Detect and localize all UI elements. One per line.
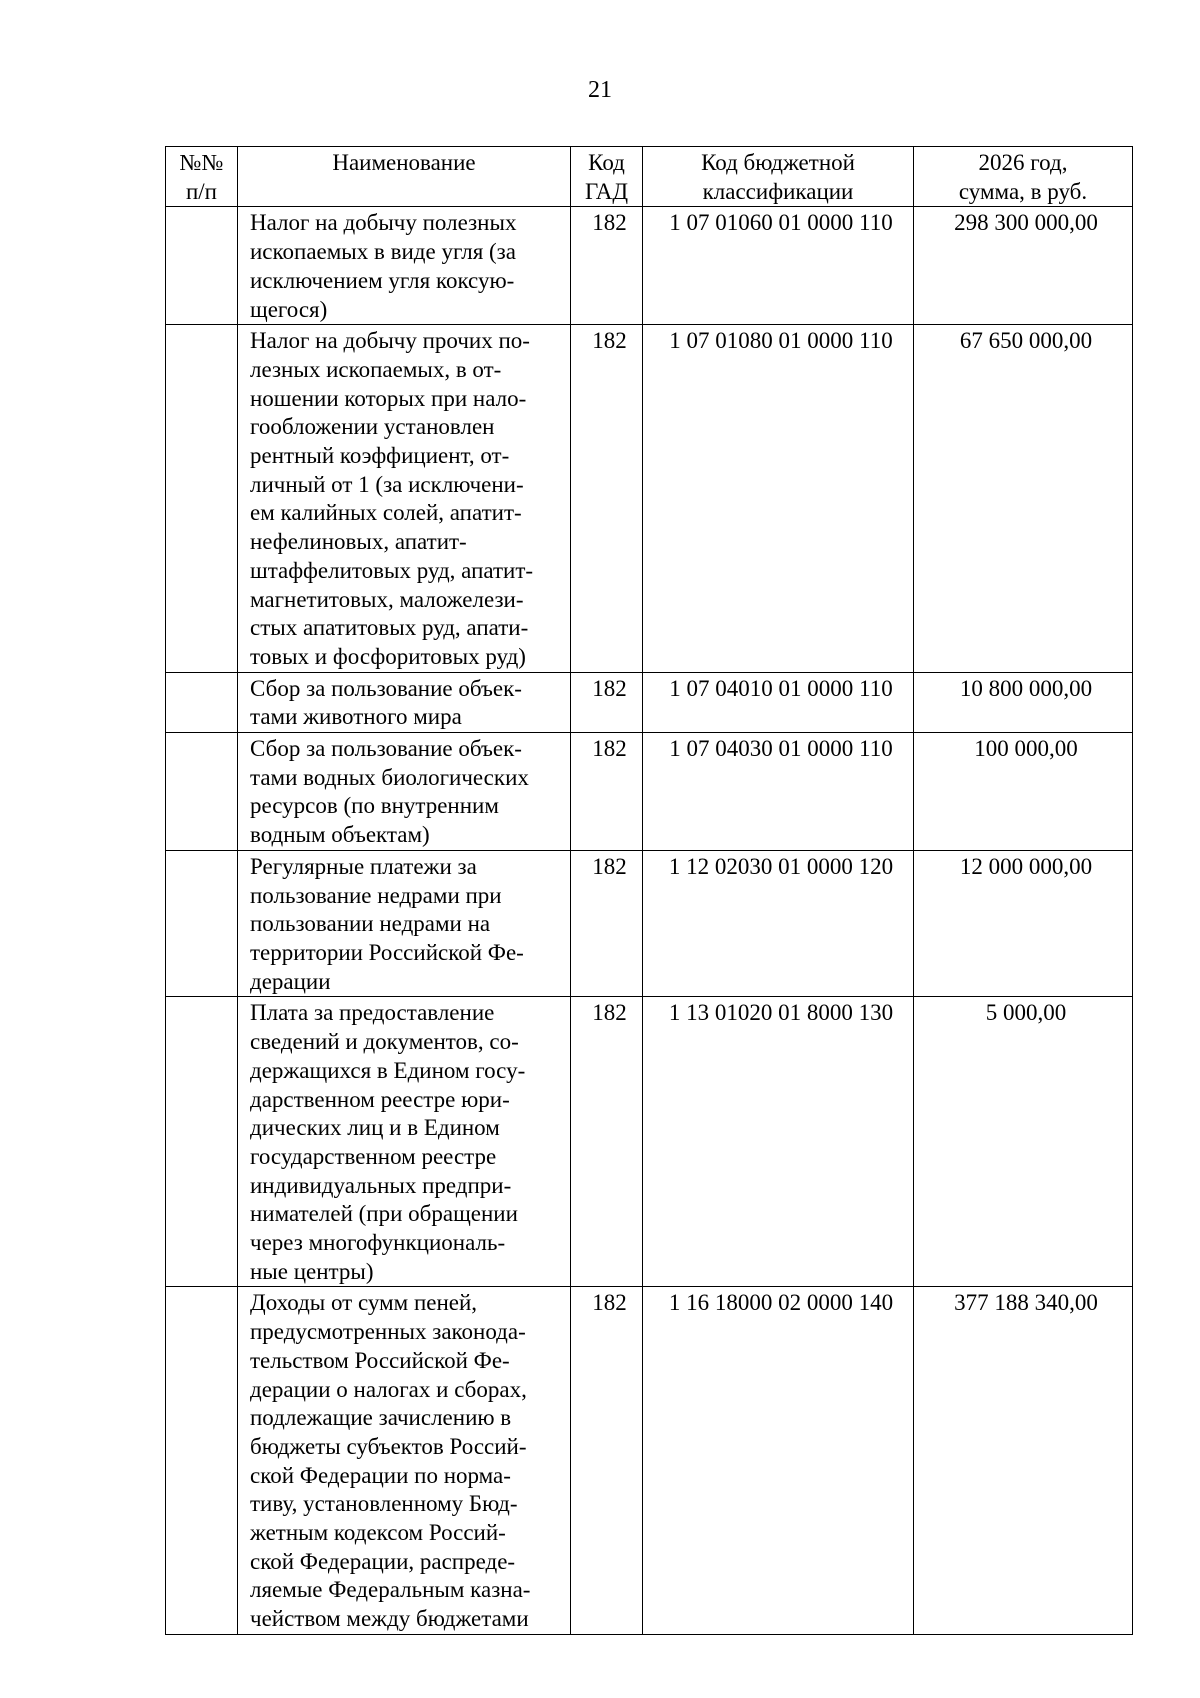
name-line: исключением угля коксую-	[250, 267, 515, 293]
gad-code-cell: 182	[571, 1287, 643, 1634]
header-amount-line-2: сумма, в руб.	[958, 178, 1088, 204]
name-line: ресурсов (по внутренним	[250, 793, 499, 819]
header-gad-code-line-1: Код	[588, 150, 625, 175]
name-line: государственном реестре	[250, 1143, 497, 1169]
name-cell	[238, 207, 571, 325]
name-line: тами животного мира	[250, 704, 462, 730]
name-cell	[238, 672, 571, 732]
gad-code-cell: 182	[571, 850, 643, 997]
gad-code-cell: 182	[571, 672, 643, 732]
name-line: тельством Российской Фе-	[250, 1347, 510, 1373]
budget-classification-code-cell: 1 13 01020 01 8000 130	[643, 997, 914, 1287]
header-kbk-line-2: классификации	[702, 178, 854, 204]
name-line: дерации	[250, 968, 331, 994]
name-cell	[238, 325, 571, 672]
name-line: держащихся в Едином госу-	[250, 1057, 526, 1083]
name-line: подлежащие зачислению в	[250, 1405, 512, 1431]
table-row	[166, 672, 1133, 732]
name-line: рентный коэффициент, от-	[250, 443, 510, 469]
header-name-label: Наименование	[332, 150, 476, 175]
budget-classification-code-cell: 1 16 18000 02 0000 140	[643, 1287, 914, 1634]
name-cell	[238, 850, 571, 997]
name-line: ношении которых при нало-	[250, 385, 527, 411]
table-row	[166, 1287, 1133, 1634]
name-line: тиву, установленному Бюд-	[250, 1491, 518, 1517]
name-line: Сбор за пользование объек-	[250, 736, 522, 762]
page-number: 21	[588, 77, 612, 103]
budget-classification-code-cell: 1 07 04010 01 0000 110	[643, 672, 914, 732]
name-line: штаффелитовых руд, апатит-	[250, 557, 534, 583]
name-line: территории Российской Фе-	[250, 939, 524, 965]
table-header-row	[166, 147, 1133, 207]
amount-cell: 12 000 000,00	[914, 850, 1133, 997]
row-number-cell	[166, 325, 238, 672]
header-kbk-line-1: Код бюджетной	[701, 150, 855, 175]
gad-code-cell: 182	[571, 207, 643, 325]
amount-cell: 5 000,00	[914, 997, 1133, 1287]
table-row	[166, 733, 1133, 851]
name-line: чейством между бюджетами	[250, 1606, 529, 1632]
name-line: нефелиновых, апатит-	[250, 529, 467, 555]
name-cell	[238, 1287, 571, 1634]
name-line: Налог на добычу прочих по-	[250, 328, 530, 354]
name-line: жетным кодексом Россий-	[250, 1520, 506, 1546]
name-line: Налог на добычу полезных	[250, 210, 517, 236]
amount-cell: 100 000,00	[914, 733, 1133, 851]
header-row-number	[166, 147, 238, 207]
name-line: ляемые Федеральным казна-	[250, 1577, 531, 1603]
gad-code-cell: 182	[571, 997, 643, 1287]
amount-cell: 10 800 000,00	[914, 672, 1133, 732]
name-line: магнетитовых, маложелези-	[250, 586, 524, 612]
amount-cell: 298 300 000,00	[914, 207, 1133, 325]
header-amount-2026	[914, 147, 1133, 207]
name-line: индивидуальных предпри-	[250, 1172, 512, 1198]
gad-code-cell: 182	[571, 325, 643, 672]
budget-classification-code-cell: 1 07 01080 01 0000 110	[643, 325, 914, 672]
name-line: щегося)	[250, 296, 328, 322]
gad-code-cell: 182	[571, 733, 643, 851]
row-number-cell	[166, 207, 238, 325]
name-line: пользование недрами при	[250, 882, 502, 908]
row-number-cell	[166, 850, 238, 997]
name-cell	[238, 733, 571, 851]
header-name	[238, 147, 571, 207]
name-line: бюджеты субъектов Россий-	[250, 1433, 527, 1459]
budget-revenue-table	[165, 146, 1133, 1635]
name-line: ем калийных солей, апатит-	[250, 500, 522, 526]
table-body	[166, 207, 1133, 1634]
name-line: ской Федерации по норма-	[250, 1462, 511, 1488]
name-line: предусмотренных законода-	[250, 1319, 526, 1345]
table-row	[166, 207, 1133, 325]
name-line: ные центры)	[250, 1258, 374, 1284]
name-line: дерации о налогах и сборах,	[250, 1376, 527, 1402]
name-line: дических лиц и в Едином	[250, 1115, 500, 1141]
row-number-cell	[166, 672, 238, 732]
header-row-number-line-1: №№	[179, 150, 224, 175]
amount-cell: 67 650 000,00	[914, 325, 1133, 672]
name-line: Доходы от сумм пеней,	[250, 1290, 478, 1316]
name-line: ской Федерации, распреде-	[250, 1548, 516, 1574]
name-line: гообложении установлен	[250, 414, 495, 440]
name-line: дарственном реестре юри-	[250, 1086, 510, 1112]
name-line: товых и фосфоритовых руд)	[250, 643, 526, 669]
header-amount-line-1: 2026 год,	[978, 150, 1068, 175]
name-line: лезных ископаемых, в от-	[250, 356, 502, 382]
name-line: пользовании недрами на	[250, 911, 491, 937]
name-line: через многофункциональ-	[250, 1230, 506, 1256]
header-gad-code	[571, 147, 643, 207]
name-line: тами водных биологических	[250, 764, 529, 790]
name-line: личный от 1 (за исключени-	[250, 471, 524, 497]
name-line: Сбор за пользование объек-	[250, 675, 522, 701]
name-line: стых апатитовых руд, апати-	[250, 615, 529, 641]
table-row	[166, 850, 1133, 997]
name-line: нимателей (при обращении	[250, 1201, 518, 1227]
name-line: Плата за предоставление	[250, 1000, 495, 1026]
header-row-number-line-2: п/п	[185, 178, 217, 204]
budget-classification-code-cell: 1 12 02030 01 0000 120	[643, 850, 914, 997]
row-number-cell	[166, 997, 238, 1287]
budget-classification-code-cell: 1 07 01060 01 0000 110	[643, 207, 914, 325]
row-number-cell	[166, 1287, 238, 1634]
name-line: Регулярные платежи за	[250, 853, 477, 879]
header-budget-classification-code	[643, 147, 914, 207]
header-gad-code-line-2: ГАД	[584, 178, 629, 204]
name-cell	[238, 997, 571, 1287]
table-row	[166, 997, 1133, 1287]
amount-cell: 377 188 340,00	[914, 1287, 1133, 1634]
budget-classification-code-cell: 1 07 04030 01 0000 110	[643, 733, 914, 851]
table-row	[166, 325, 1133, 672]
row-number-cell	[166, 733, 238, 851]
name-line: ископаемых в виде угля (за	[250, 239, 516, 265]
name-line: сведений и документов, со-	[250, 1029, 519, 1055]
name-line: водным объектам)	[250, 822, 430, 848]
